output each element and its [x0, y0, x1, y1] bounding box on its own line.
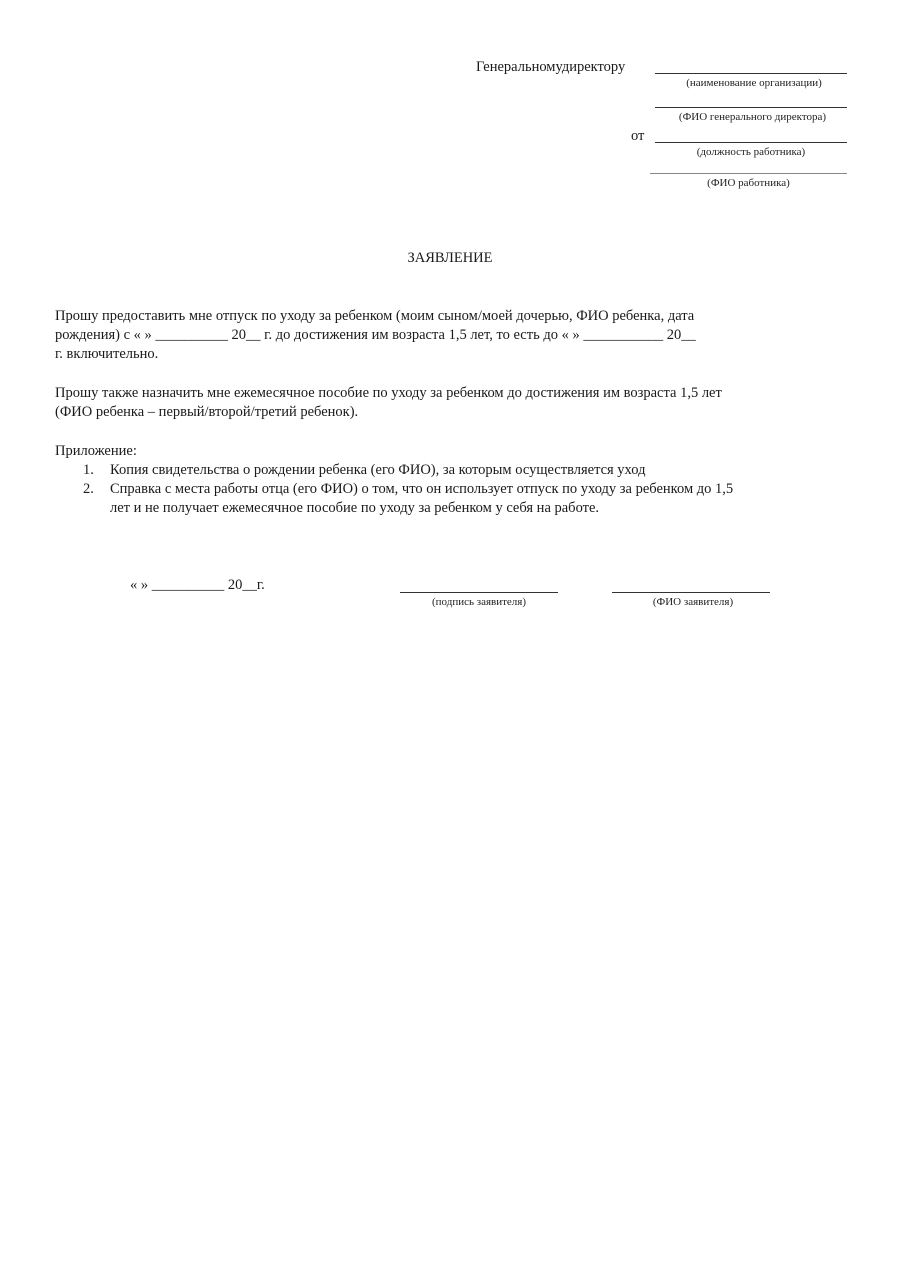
attachment-text: Справка с места работы отца (его ФИО) о том, что он использует отпуск по уходу за ребенком до 1,5 — [110, 481, 734, 497]
attachment-item — [55, 461, 845, 480]
paragraph-line: рождения) с « » __________ 20__ г. до достижения им возраста 1,5 лет, то есть до « » ___________ 20__ — [55, 327, 696, 343]
applicant-name-line — [612, 592, 770, 593]
document-title: ЗАЯВЛЕНИЕ — [407, 250, 493, 266]
director-name-line — [655, 107, 847, 108]
signature-line — [400, 592, 558, 593]
organization-caption: (наименование организации) — [686, 77, 822, 89]
organization-line — [655, 73, 847, 74]
list-number: 2. — [83, 481, 94, 497]
list-number: 1. — [83, 462, 94, 478]
paragraph-line: (ФИО ребенка – первый/второй/третий ребенок). — [55, 404, 359, 420]
paragraph-line: Прошу также назначить мне ежемесячное пособие по уходу за ребенком до достижения им возраста 1,5 лет — [55, 385, 722, 401]
attachment-item — [55, 480, 845, 518]
attachments-heading: Приложение: — [55, 443, 137, 459]
paragraph-line: Прошу предоставить мне отпуск по уходу за ребенком (моим сыном/моей дочерью, ФИО ребенка, дата — [55, 308, 695, 324]
leave-request-paragraph — [55, 307, 845, 364]
director-name-caption: (ФИО генерального директора) — [678, 111, 827, 123]
attachment-text: Копия свидетельства о рождении ребенка (его ФИО), за которым осуществляется уход — [110, 462, 646, 478]
attachment-text: лет и не получает ежемесячное пособие по уходу за ребенком у себя на работе. — [110, 500, 600, 516]
applicant-name-caption: (ФИО заявителя) — [652, 596, 734, 608]
employee-name-line — [650, 173, 847, 174]
employee-name-caption: (ФИО работника) — [707, 177, 790, 189]
allowance-request-paragraph — [55, 384, 845, 422]
from-label: от — [631, 128, 645, 144]
employee-position-line — [655, 142, 847, 143]
signature-date: « » __________ 20__г. — [130, 577, 265, 593]
paragraph-line: г. включительно. — [55, 346, 159, 362]
addressee-label: Генеральномудиректору — [476, 59, 626, 75]
employee-position-caption: (должность работника) — [696, 146, 806, 158]
signature-caption: (подпись заявителя) — [431, 596, 527, 608]
